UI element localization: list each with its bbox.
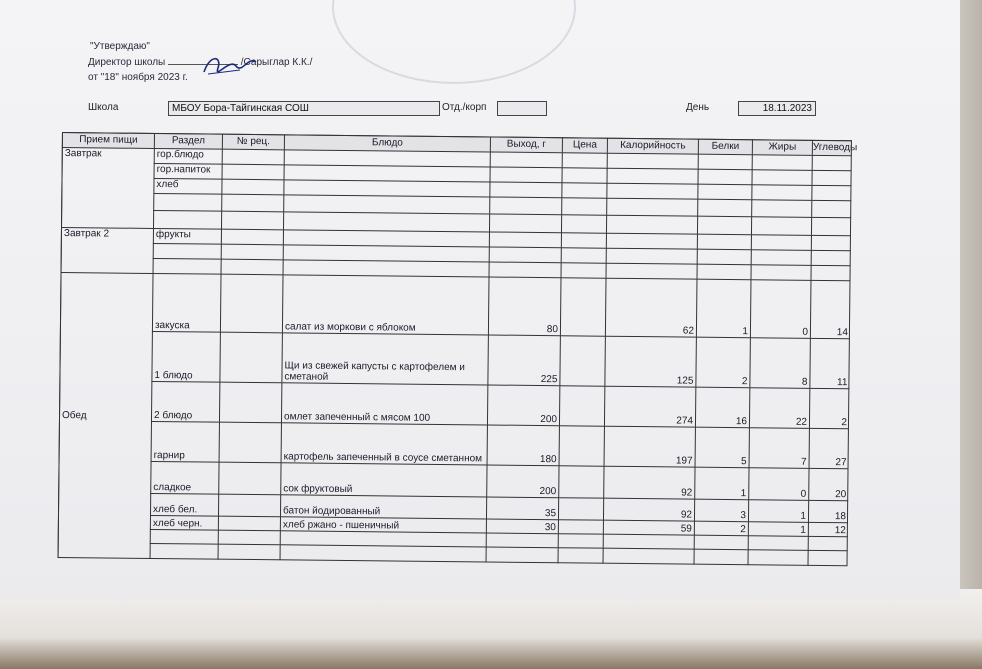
kcal-cell: 274: [604, 386, 695, 427]
dish-cell: омлет запеченный с мясом 100: [281, 382, 487, 424]
day-label: День: [686, 102, 710, 113]
school-name-field: МБОУ Бора-Тайгинская СОШ: [168, 101, 440, 116]
section-cell: гор.напиток: [154, 163, 222, 179]
fat-cell: 7: [749, 427, 809, 468]
section-cell: гарнир: [151, 421, 219, 462]
meal-breakfast-2: Завтрак 2: [61, 227, 153, 273]
column-header: Выход, г: [490, 136, 562, 152]
output-cell: 200: [486, 464, 558, 497]
fat-cell: 0: [750, 279, 811, 338]
signature-icon: [200, 52, 260, 78]
carbs-cell: 2: [809, 388, 849, 428]
section-cell: 2 блюдо: [151, 381, 219, 422]
fat-cell: 0: [748, 467, 808, 500]
column-header: Блюдо: [284, 134, 490, 151]
protein-cell: 16: [695, 387, 749, 428]
kcal-cell: 125: [604, 336, 696, 387]
table-border: [58, 132, 852, 566]
protein-cell: 1: [694, 467, 748, 500]
menu-table: [57, 132, 862, 586]
dish-cell: картофель запеченный в соусе сметанном: [281, 422, 487, 464]
protein-cell: 1: [696, 279, 751, 338]
column-header: Калорийность: [607, 138, 698, 154]
dept-field: [497, 101, 547, 116]
column-header: Углеводы: [812, 140, 852, 155]
protein-cell: 3: [694, 499, 748, 522]
output-cell: 200: [487, 384, 559, 425]
background-bottom: [0, 589, 982, 669]
section-cell: хлеб черн.: [150, 515, 218, 530]
meal-lunch: Обед: [58, 272, 153, 559]
kcal-cell: 92: [603, 498, 694, 521]
dish-cell: Щи из свежей капусты с картофелем и сметаной: [281, 332, 488, 384]
output-cell: 35: [486, 496, 558, 519]
carbs-cell: 20: [808, 468, 848, 500]
fat-cell: 22: [749, 387, 809, 428]
output-cell: 30: [486, 518, 558, 533]
section-cell: хлеб бел.: [150, 493, 218, 516]
date-field: 18.11.2023: [738, 101, 816, 116]
output-cell: 225: [487, 334, 560, 385]
section-cell: гор.блюдо: [154, 148, 222, 164]
kcal-cell: 197: [604, 426, 695, 467]
carbs-cell: 27: [809, 428, 849, 468]
output-cell: 80: [488, 276, 561, 335]
dish-cell: сок фруктовый: [280, 462, 486, 496]
dish-cell: салат из моркови с яблоком: [282, 274, 489, 334]
school-label: Школа: [88, 102, 119, 113]
section-cell: хлеб: [153, 178, 221, 194]
school-seal: [332, 0, 576, 84]
approval-line-3: от "18" ноября 2023 г.: [88, 72, 188, 83]
protein-cell: 2: [695, 337, 750, 388]
fat-cell: 1: [748, 521, 808, 536]
approval-line-1: "Утверждаю": [90, 41, 150, 52]
section-cell: сладкое: [150, 461, 218, 494]
carbs-cell: 11: [809, 338, 850, 388]
section-cell: фрукты: [153, 228, 221, 244]
column-header: № рец.: [222, 134, 284, 150]
kcal-cell: 92: [603, 466, 694, 499]
output-cell: 180: [487, 424, 559, 465]
carbs-cell: 14: [810, 280, 851, 338]
approval-name: /Сарыглар К.К./: [240, 57, 313, 68]
approval-role: Директор школы: [88, 57, 166, 68]
dish-cell: хлеб ржано - пшеничный: [280, 516, 486, 532]
column-header: Белки: [698, 139, 752, 155]
fat-cell: 1: [748, 499, 808, 522]
section-cell: закуска: [152, 273, 221, 332]
column-header: Раздел: [154, 133, 222, 149]
protein-cell: 5: [695, 427, 749, 468]
protein-cell: 2: [694, 521, 748, 536]
meal-breakfast: Завтрак: [61, 147, 154, 228]
dept-label: Отд./корп: [442, 102, 487, 113]
column-header: Цена: [562, 137, 607, 152]
dish-cell: батон йодированный: [280, 494, 486, 518]
kcal-cell: 59: [603, 520, 694, 535]
column-header: Прием пищи: [62, 132, 154, 148]
carbs-cell: 18: [808, 500, 848, 522]
section-cell: 1 блюдо: [151, 331, 220, 382]
kcal-cell: 62: [605, 278, 697, 337]
carbs-cell: 12: [808, 522, 848, 536]
fat-cell: 8: [749, 337, 810, 388]
column-header: Жиры: [752, 139, 812, 155]
